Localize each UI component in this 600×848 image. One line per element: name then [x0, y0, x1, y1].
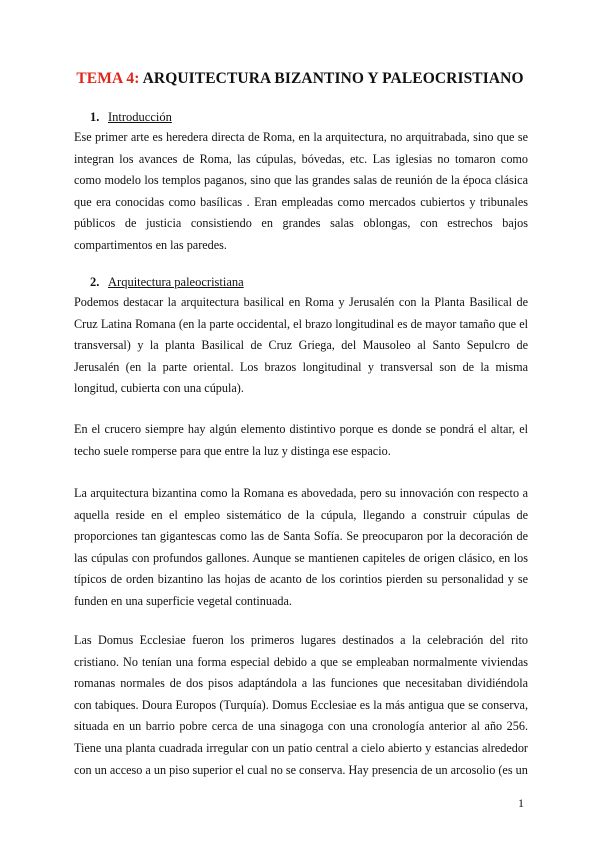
title-text: ARQUITECTURA BIZANTINO Y PALEOCRISTIANO [142, 70, 524, 87]
paragraph-plantas: Podemos destacar la arquitectura basilical en Roma y Jerusalén con la Planta Basilical de Cruz Latina Romana (en la parte occidental, el brazo longitudinal es de mayor tamaño que el transversal) y la planta Basilical de Cruz Griega, del Mausoleo al Santo Sepulcro de Jerusalén (en la parte oriental. Los brazos longitudinal y transversal son de la misma longitud, cubierta con una cúpula). [74, 295, 528, 396]
paragraph-crucero: En el crucero siempre hay algún elemento distintivo porque es donde se pondrá el altar, el techo suele romperse para que entre la luz y distinga ese espacio. [74, 422, 528, 458]
paragraph-bizantina: La arquitectura bizantina como la Romana es abovedada, pero su innovación con respecto a aquella reside en el empleo sistemático de la cúpula, llegando a construir cúpulas de proporciones tan gigantescas como las de Santa Sofía. Se preocuparon por la decoración de las cúpulas con profundos gallones. Aunque se mantienen capiteles de origen clásico, en los típicos de orden bizantino las hojas de acanto de los corintios pierden su personalidad y se funden en una superficie vegetal continuada. [74, 486, 528, 608]
page-number: 1 [518, 796, 524, 810]
title-prefix: TEMA 4: [76, 70, 140, 87]
paragraph-domus-ecclesiae: Las Domus Ecclesiae fueron los primeros lugares destinados a la celebración del rito cristiano. No tenían una forma especial debido a que se empleaban normalmente viviendas romanas normales de dos pisos adaptándola a las funciones que necesitaban dividiéndola con tabiques. Doura Europos (Turquía). Domus Ecclesiae es la más antigua que se conserva, situada en un barrio pobre cerca de una sinagoga con una cronología anterior al año 256. Tiene una planta cuadrada irregular con un patio central a cielo abierto y estancias alrededor con un acceso a un piso superior el cual no se conserva. Hay presencia de un arcosolio (es un [74, 633, 528, 777]
section-heading-text: Arquitectura paleocristiana [108, 275, 244, 289]
section-number: 1. [90, 110, 100, 124]
section-heading-text: Introducción [108, 110, 172, 124]
section-heading-introduccion [90, 110, 172, 125]
section-number: 2. [90, 275, 100, 289]
section-heading-paleocristiana [90, 275, 244, 290]
document-title [0, 70, 600, 88]
paragraph-intro: Ese primer arte es heredera directa de Roma, en la arquitectura, no arquitrabada, sino que se integran los avances de Roma, las cúpulas, bóvedas, etc. Las iglesias no tomaron como como modelo los templos paganos, sino que las grandes salas de reunión de la época clásica que era conocidas como basílicas . Eran empleadas como mercados cubiertos y tribunales públicos de justicia consistiendo en grandes salas oblongas, con estrechos bajos compartimentos en las paredes. [74, 130, 528, 252]
